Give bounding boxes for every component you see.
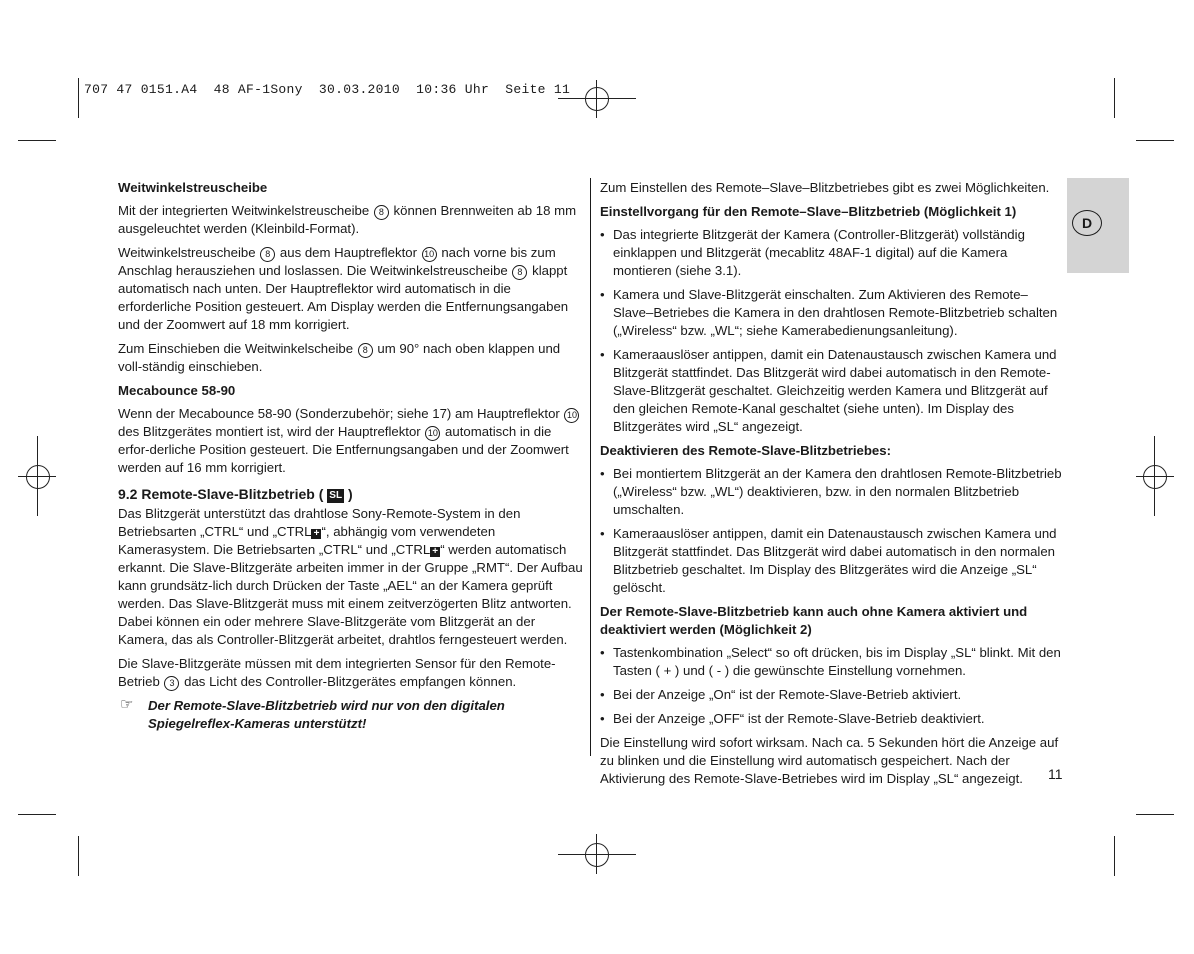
paragraph: Mit der integrierten Weitwinkelstreuscheibe 8 können Brennweiten ab 18 mm ausgeleuchtet werden (Kleinbild-Format). — [118, 203, 577, 236]
paragraph: Wenn der Mecabounce 58-90 (Sonderzubehör; siehe 17) am Hauptreflektor 10 des Blitzgerätes montiert ist, wird der Hauptreflektor 10 automatisch in die erfor-derliche Position gesteuert. Die Entfernungsangaben und der Zoomwert werden auf 16 mm korrigiert. — [118, 405, 584, 477]
crop-mark — [1114, 836, 1115, 876]
right-column — [600, 179, 1066, 794]
bullet-item: • Bei der Anzeige „OFF“ ist der Remote-Slave-Betrieb deaktiviert. — [600, 710, 1066, 728]
registration-mark — [558, 98, 636, 99]
crop-mark — [1114, 78, 1115, 118]
bullet-item: • Tastenkombination „Select“ so oft drücken, bis im Display „SL“ blinkt. Mit den Tasten ( + ) und ( - ) die gewünschte Einstellung vornehmen. — [600, 644, 1066, 680]
paragraph: Die Slave-Blitzgeräte müssen mit dem integrierten Sensor für den Remote-Betrieb 3 das Licht des Controller-Blitzgerätes empfangen können. — [118, 656, 556, 689]
bullet-item: • Bei der Anzeige „On“ ist der Remote-Slave-Betrieb aktiviert. — [600, 686, 1066, 704]
registration-mark — [1136, 476, 1174, 477]
paragraph: Zum Einschieben die Weitwinkelscheibe 8 um 90° nach oben klappen und voll-ständig einschieben. — [118, 341, 561, 374]
crop-mark — [18, 814, 56, 815]
heading-moeglichkeit-1: Einstellvorgang für den Remote–Slave–Blitzbetrieb (Möglichkeit 1) — [600, 204, 1017, 219]
pointing-hand-icon: ☞ — [120, 696, 134, 713]
heading-deaktivieren: Deaktivieren des Remote-Slave-Blitzbetriebes: — [600, 443, 891, 458]
bullet-item: • Kameraauslöser antippen, damit ein Datenaustausch zwischen Kamera und Blitzgerät stattfindet. Das Blitzgerät wird dabei automatisch in den Remote-Slave-Blitzgerät geschaltet. Gleichzeitig werden Kamera und Blitzgerät auf den gleichen Remote-Kanal geschaltet (siehe unten). Im Display des Blitzgerätes wird „SL“ angezeigt. — [600, 346, 1066, 436]
callout-8: 8 — [374, 205, 389, 220]
bullet-item: • Kameraauslöser antippen, damit ein Datenaustausch zwischen Kamera und Blitzgerät stattfindet. Das Blitzgerät wird dabei automatisch in den normalen Blitzbetrieb geschaltet. Im Display des Blitzgerätes wird die Anzeige „SL“ gelöscht. — [600, 525, 1066, 597]
language-tab-letter: D — [1072, 210, 1102, 236]
registration-mark — [585, 843, 609, 867]
note: ☞ Der Remote-Slave-Blitzbetrieb wird nur von den digitalen Spiegelreflex-Kameras unterstützt! — [120, 696, 505, 731]
crop-mark — [1136, 140, 1174, 141]
crop-mark — [1136, 814, 1174, 815]
paragraph: Weitwinkelstreuscheibe 8 aus dem Hauptreflektor 10 nach vorne bis zum Anschlag herausziehen und loslassen. Die Weitwinkelstreuscheibe 8 klappt automatisch nach unten. Der Hauptreflektor wird automatisch in die erforderliche Position gesteuert. Am Display werden die Entfernungsangaben und der Zoomwert auf 18 mm korrigiert. — [118, 245, 569, 332]
registration-mark — [585, 87, 609, 111]
registration-mark — [1143, 465, 1167, 489]
sl-badge: SL — [329, 490, 343, 501]
callout-10: 10 — [422, 247, 437, 262]
callout-8: 8 — [512, 265, 527, 280]
callout-3: 3 — [164, 676, 179, 691]
registration-mark — [596, 80, 597, 118]
callout-10: 10 — [425, 426, 440, 441]
callout-8: 8 — [260, 247, 275, 262]
heading-weitwinkel: Weitwinkelstreuscheibe — [118, 180, 268, 195]
heading-mecabounce: Mecabounce 58-90 — [118, 383, 236, 398]
heading-moeglichkeit-2: Der Remote-Slave-Blitzbetrieb kann auch ohne Kamera aktiviert und deaktiviert werden (Möglichkeit 2) — [600, 604, 1028, 637]
paragraph: Die Einstellung wird sofort wirksam. Nach ca. 5 Sekunden hört die Anzeige auf zu blinken und die Einstellung wird automatisch gespeichert. Nach der Aktivierung des Remote-Slave-Betriebes wird im Display „SL“ angezeigt. — [600, 735, 1059, 786]
page-number: 11 — [1048, 766, 1063, 782]
paragraph: Zum Einstellen des Remote–Slave–Blitzbetriebes gibt es zwei Möglichkeiten. — [600, 180, 1050, 195]
crop-mark — [78, 78, 79, 118]
registration-mark — [596, 834, 597, 874]
registration-mark — [558, 854, 636, 855]
left-column — [118, 179, 584, 739]
registration-mark — [26, 465, 50, 489]
bullet-item: • Kamera und Slave-Blitzgerät einschalten. Zum Aktivieren des Remote–Slave–Betriebes die Kamera in den drahtlosen Remote-Blitzbetrieb schalten („Wireless“ bzw. „WL“; siehe Kamerabedienungsanleitung). — [600, 286, 1066, 340]
registration-mark — [37, 436, 38, 516]
bullet-item: • Bei montiertem Blitzgerät an der Kamera den drahtlosen Remote-Blitzbetrieb („Wireless“ bzw. „WL“) deaktivieren, bzw. in den normalen Blitzbetrieb umschalten. — [600, 465, 1066, 519]
print-slug: 707 47 0151.A4 48 AF-1Sony 30.03.2010 10:36 Uhr Seite 11 — [84, 82, 571, 97]
bullet-item: • Das integrierte Blitzgerät der Kamera (Controller-Blitzgerät) vollständig einklappen und Blitzgerät (mecablitz 48AF-1 digital) auf die Kamera montieren (siehe 3.1). — [600, 226, 1066, 280]
plus-box-icon: + — [311, 529, 321, 539]
column-divider — [590, 178, 591, 756]
registration-mark — [1154, 436, 1155, 516]
plus-box-icon: + — [430, 547, 440, 557]
crop-mark — [78, 836, 79, 876]
paragraph: Das Blitzgerät unterstützt das drahtlose Sony-Remote-System in den Betriebsarten „CTRL“ und „CTRL + “, abhängig vom verwendeten Kamerasystem. Die Betriebsarten „CTRL“ und „CTRL + “ werden automatisch erkannt. Die Slave-Blitzgeräte arbeiten immer in der Gruppe „RMT“. Der Aufbau kann grundsätz-lich durch Drücken der Taste „AEL“ an der Kamera geprüft werden. Das Slave-Blitzgerät muss mit einem zeitverzögerten Blitz antworten. Dabei können ein oder mehrere Slave-Blitzgeräte vom Blitzgerät an der Kamera, das als Controller-Blitzgerät arbeitet, drahtlos ferngesteuert werden. — [118, 506, 583, 647]
callout-10: 10 — [564, 408, 579, 423]
callout-8: 8 — [358, 343, 373, 358]
crop-mark — [18, 140, 56, 141]
heading-remote-slave: 9.2 Remote-Slave-Blitzbetrieb ( SL ) — [118, 486, 353, 502]
